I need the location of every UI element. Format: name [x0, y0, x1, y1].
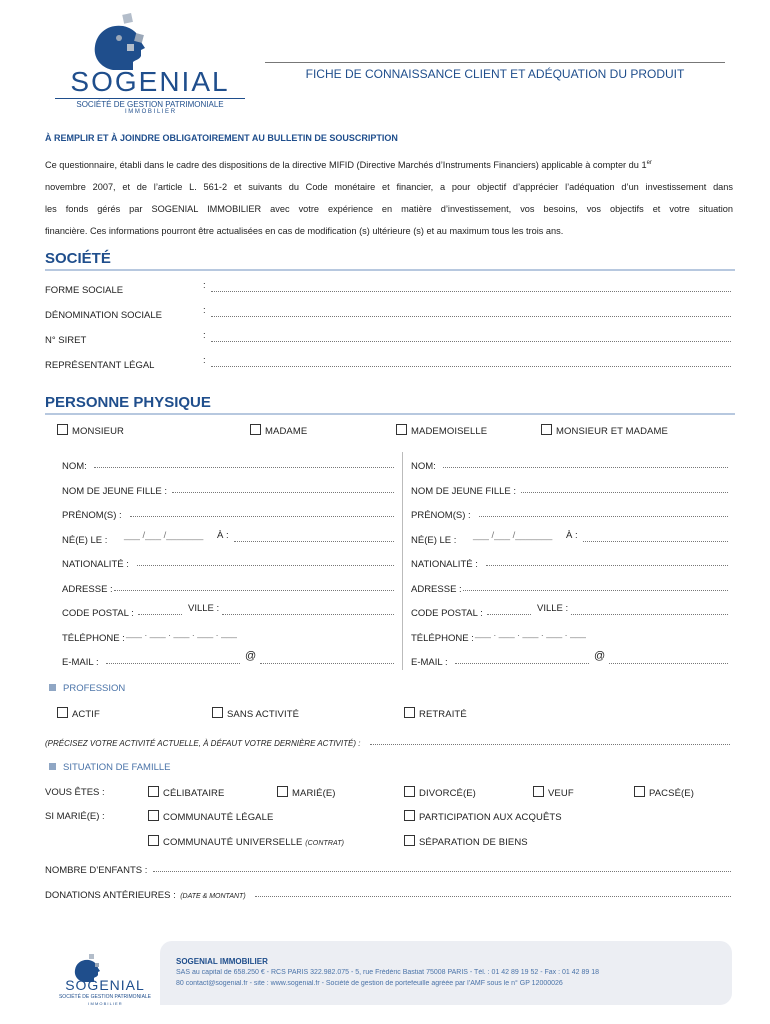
intro-paragraph	[45, 152, 733, 242]
profession-sans-activite[interactable]: SANS ACTIVITÉ	[212, 707, 299, 720]
checkbox[interactable]	[404, 810, 415, 821]
checkbox[interactable]	[277, 786, 288, 797]
row-code-postal: CODE POSTAL : VILLE :	[62, 603, 397, 628]
regime-participation[interactable]: PARTICIPATION AUX ACQUÊTS	[404, 810, 562, 823]
nationalite-input-2[interactable]	[486, 554, 728, 566]
footer-logo-subtitle: SOCIÉTÉ DE GESTION PATRIMONIALE	[58, 994, 152, 1000]
telephone-input-1[interactable]: ___ . ___ . ___ . ___ . ___	[126, 627, 237, 639]
row-prenom: PRÉNOM(S) :	[62, 505, 397, 530]
nationalite-input-1[interactable]	[137, 554, 394, 566]
row-prenom: PRÉNOM(S) :	[411, 505, 731, 530]
checkbox[interactable]	[148, 786, 159, 797]
row-adresse: ADRESSE :	[62, 579, 397, 604]
societe-fields	[45, 280, 735, 380]
famille-header: SITUATION DE FAMILLE	[49, 762, 171, 773]
field-label: FORME SOCIALE	[45, 285, 124, 296]
si-marie-label: SI MARIÉ(E) :	[45, 811, 105, 822]
checkbox[interactable]	[541, 424, 552, 435]
field-label: DÉNOMINATION SOCIALE	[45, 310, 163, 321]
civilite-monsieur[interactable]: MONSIEUR	[57, 424, 124, 437]
row-ne-le: NÉ(E) LE : ___ /___ /_______ À :	[411, 530, 731, 555]
code-postal-input-2[interactable]	[487, 603, 531, 615]
intro-line-4: financière. Ces informations pourront être actualisées en cas de modification (s) ultérieure (s) et au maximum tous les trois ans.	[45, 226, 564, 237]
donations-input[interactable]	[255, 885, 731, 897]
denomination-input[interactable]	[211, 305, 731, 317]
footer-line-1: SAS au capital de 658.250 € - RCS PARIS 322.982.075 - 5, rue Frédéric Bastiat 75008 PARIS - Tél. : 01 42 89 19 52 - Fax : 01 42 89 18	[176, 969, 599, 976]
footer-logo-tagline: I M M O B I L I E R	[88, 1001, 122, 1006]
civilite-mademoiselle[interactable]: MADEMOISELLE	[396, 424, 487, 437]
checkbox[interactable]	[250, 424, 261, 435]
row-nationalite: NATIONALITÉ :	[411, 554, 731, 579]
civilite-monsieur-madame[interactable]: MONSIEUR ET MADAME	[541, 424, 668, 437]
regime-communaute-universelle[interactable]: COMMUNAUTÉ UNIVERSELLE (CONTRAT)	[148, 835, 344, 848]
footer-logo-brand: SOGENIAL	[65, 977, 145, 993]
email-domain-input-1[interactable]	[260, 652, 394, 664]
logo-subtitle: SOCIÉTÉ DE GESTION PATRIMONIALE	[55, 98, 245, 109]
checkbox[interactable]	[148, 810, 159, 821]
profession-retraite[interactable]: RETRAITÉ	[404, 707, 467, 720]
societe-rule	[45, 269, 735, 271]
person-left-column	[62, 456, 397, 677]
intro-line-3: les fonds gérés par SOGENIAL IMMOBILIER avec votre expérience en matière d’investissement, vos besoins, vos objectifs et votre situation	[45, 204, 733, 215]
field-representant: REPRÉSENTANT LÉGAL :	[45, 355, 735, 380]
field-siret: N° SIRET :	[45, 330, 735, 355]
intro-line-1: Ce questionnaire, établi dans le cadre des dispositions de la directive MIFID (Directive Marchés d’Instruments Financiers) applicable à compter du 1er	[45, 160, 652, 171]
field-label: N° SIRET	[45, 335, 87, 346]
footer-logo	[50, 950, 160, 1010]
civilite-madame[interactable]: MADAME	[250, 424, 307, 437]
row-nom: NOM:	[411, 456, 731, 481]
nom-jeune-fille-input-1[interactable]	[172, 481, 394, 493]
statut-marie[interactable]: MARIÉ(E)	[277, 786, 336, 799]
checkbox[interactable]	[57, 707, 68, 718]
field-denomination: DÉNOMINATION SOCIALE :	[45, 305, 735, 330]
logo-brand: SOGENIAL	[70, 66, 230, 97]
personne-rule	[45, 413, 735, 415]
row-telephone: TÉLÉPHONE : ___ . ___ . ___ . ___ . ___	[62, 627, 237, 644]
checkbox[interactable]	[404, 786, 415, 797]
checkbox[interactable]	[404, 835, 415, 846]
statut-celibataire[interactable]: CÉLIBATAIRE	[148, 786, 224, 799]
column-divider	[402, 452, 403, 670]
siret-input[interactable]	[211, 330, 731, 342]
row-adresse: ADRESSE :	[411, 579, 731, 604]
page-title: FICHE DE CONNAISSANCE CLIENT ET ADÉQUATION DU PRODUIT	[305, 67, 685, 81]
person-right-column	[411, 456, 731, 677]
nom-jeune-fille-input-2[interactable]	[521, 481, 728, 493]
checkbox[interactable]	[57, 424, 68, 435]
forme-sociale-input[interactable]	[211, 280, 731, 292]
birthdate-input-2[interactable]: ___ /___ /_______	[473, 529, 553, 541]
field-forme-sociale: FORME SOCIALE :	[45, 280, 735, 305]
logo-tagline: I M M O B I L I E R	[124, 109, 176, 115]
profession-precisez: (PRÉCISEZ VOTRE ACTIVITÉ ACTUELLE, À DÉFAUT VOTRE DERNIÈRE ACTIVITÉ) :	[45, 733, 735, 751]
profession-actif[interactable]: ACTIF	[57, 707, 100, 720]
row-donations: DONATIONS ANTÉRIEURES : (DATE & MONTANT)	[45, 885, 735, 903]
row-code-postal: CODE POSTAL : VILLE :	[411, 603, 731, 628]
nom-input-1[interactable]	[94, 456, 394, 468]
societe-title: SOCIÉTÉ	[45, 250, 111, 267]
birthplace-input-2[interactable]	[583, 530, 728, 542]
email-user-input-2[interactable]	[455, 652, 589, 664]
regime-separation[interactable]: SÉPARATION DE BIENS	[404, 835, 528, 848]
instruction-text: À REMPLIR ET À JOINDRE OBLIGATOIREMENT AU BULLETIN DE SOUSCRIPTION	[45, 133, 398, 143]
email-user-input-1[interactable]	[106, 652, 240, 664]
header-rule	[265, 62, 725, 63]
bullet-icon	[49, 763, 56, 770]
email-domain-input-2[interactable]	[609, 652, 728, 664]
company-logo	[55, 8, 245, 115]
nom-input-2[interactable]	[443, 456, 728, 468]
prenom-input-2[interactable]	[479, 505, 728, 517]
regime-communaute-legale[interactable]: COMMUNAUTÉ LÉGALE	[148, 810, 273, 823]
row-enfants: NOMBRE D’ENFANTS :	[45, 860, 735, 878]
row-email: E-MAIL : @	[62, 652, 397, 677]
bullet-icon	[49, 684, 56, 691]
code-postal-input-1[interactable]	[138, 603, 182, 615]
row-nom-jeune-fille: NOM DE JEUNE FILLE :	[411, 481, 731, 506]
checkbox[interactable]	[634, 786, 645, 797]
row-email: E-MAIL : @	[411, 652, 731, 677]
checkbox[interactable]	[533, 786, 544, 797]
field-label: REPRÉSENTANT LÉGAL	[45, 360, 155, 371]
row-telephone: TÉLÉPHONE : ___ . ___ . ___ . ___ . ___	[411, 627, 586, 644]
footer-line-2: 80 contact@sogenial.fr - site : www.sogenial.fr - Société de gestion de portefeuille agréée par l’AMF sous le n° GP 12000026	[176, 980, 563, 987]
checkbox[interactable]	[404, 707, 415, 718]
profession-detail-input[interactable]	[370, 733, 730, 745]
row-ne-le: NÉ(E) LE : ___ /___ /_______ À :	[62, 530, 397, 555]
prenom-input-1[interactable]	[130, 505, 394, 517]
telephone-input-2[interactable]: ___ . ___ . ___ . ___ . ___	[475, 627, 586, 639]
birthplace-input-1[interactable]	[234, 530, 394, 542]
adresse-input-1[interactable]	[114, 579, 394, 591]
row-nom-jeune-fille: NOM DE JEUNE FILLE :	[62, 481, 397, 506]
footer-company: SOGENIAL IMMOBILIER	[176, 957, 268, 966]
adresse-input-2[interactable]	[463, 579, 728, 591]
ville-input-1[interactable]	[222, 603, 394, 615]
profession-header: PROFESSION	[49, 683, 125, 694]
statut-pacse[interactable]: PACSÉ(E)	[634, 786, 694, 799]
intro-line-2: novembre 2007, et de l’article L. 561-2 et suivants du Code monétaire et financier, a pour objectif d’apprécier l’adéquation d’un investissement dans	[45, 182, 733, 193]
row-nationalite: NATIONALITÉ :	[62, 554, 397, 579]
checkbox[interactable]	[396, 424, 407, 435]
statut-divorce[interactable]: DIVORCÉ(E)	[404, 786, 476, 799]
birthdate-input-1[interactable]: ___ /___ /_______	[124, 529, 204, 541]
checkbox[interactable]	[148, 835, 159, 846]
representant-input[interactable]	[211, 355, 731, 367]
statut-veuf[interactable]: VEUF	[533, 786, 574, 799]
vous-etes-label: VOUS ÊTES :	[45, 787, 105, 798]
ville-input-2[interactable]	[571, 603, 728, 615]
enfants-input[interactable]	[153, 860, 731, 872]
personne-title: PERSONNE PHYSIQUE	[45, 394, 211, 411]
row-nom: NOM:	[62, 456, 397, 481]
checkbox[interactable]	[212, 707, 223, 718]
